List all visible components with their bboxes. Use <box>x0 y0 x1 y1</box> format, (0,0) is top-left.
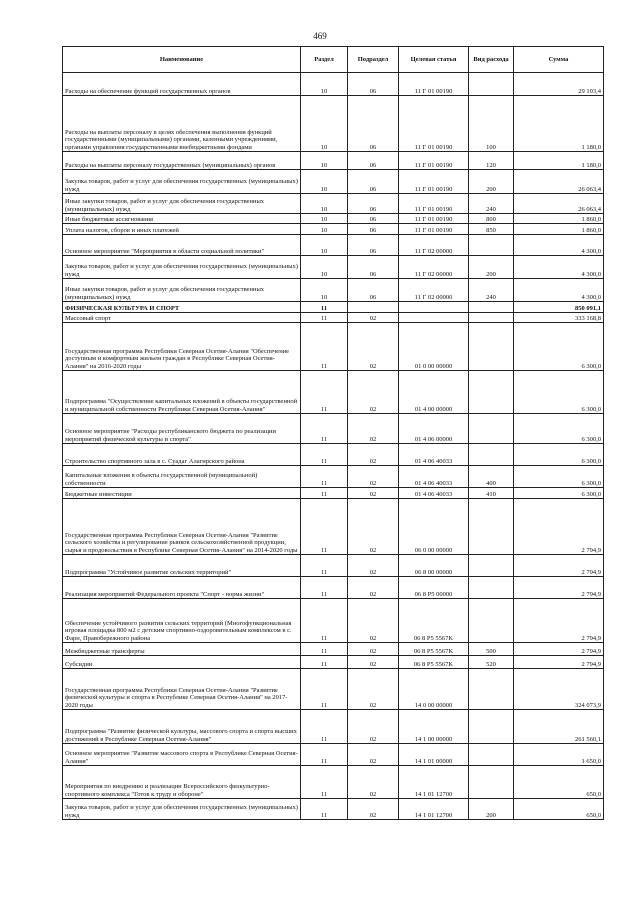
row-sum: 6 300,0 <box>514 371 604 414</box>
row-name: Уплата налогов, сборов и иных платежей <box>63 224 301 235</box>
table-row <box>63 235 604 256</box>
row-section: 11 <box>301 669 348 710</box>
row-section: 10 <box>301 73 348 96</box>
row-name: Подпрограмма "Устойчивое развитие сельских территорий" <box>63 555 301 577</box>
row-name: Строительство спортивного зала в с. Суадаг Алагирского района <box>63 444 301 466</box>
table-row <box>63 643 604 656</box>
row-type <box>469 323 514 371</box>
table-row <box>63 96 604 152</box>
row-section: 11 <box>301 302 348 313</box>
row-type: 520 <box>469 656 514 669</box>
table-row <box>63 302 604 313</box>
row-sum: 1 180,0 <box>514 152 604 170</box>
row-section: 10 <box>301 256 348 279</box>
row-sum: 2 794,9 <box>514 643 604 656</box>
table-row <box>63 599 604 643</box>
row-target: 01 0 00 00000 <box>399 323 469 371</box>
row-subsection: 06 <box>348 152 399 170</box>
row-type <box>469 555 514 577</box>
row-subsection: 06 <box>348 256 399 279</box>
row-sum: 333 168,8 <box>514 313 604 323</box>
row-name: Реализация мероприятий Федерального проекта "Спорт - норма жизни" <box>63 577 301 599</box>
row-subsection: 02 <box>348 555 399 577</box>
row-name: Бюджетные инвестиции <box>63 488 301 499</box>
row-subsection: 02 <box>348 466 399 488</box>
row-name: Закупка товаров, работ и услуг для обеспечения государственных (муниципальных) нужд <box>63 799 301 820</box>
table-row <box>63 414 604 444</box>
row-section: 11 <box>301 466 348 488</box>
header-subsection: Подраздел <box>348 47 399 73</box>
row-name: Обеспечение устойчивого развития сельских территорий (Многофункциональная игровая площадка 800 м2 с детским спортивно-оздоровительным комплексом в с. Фарн, Правобережного района <box>63 599 301 643</box>
row-type: 200 <box>469 256 514 279</box>
row-section: 11 <box>301 499 348 555</box>
row-type: 850 <box>469 224 514 235</box>
row-type <box>469 371 514 414</box>
table-row <box>63 466 604 488</box>
row-subsection: 02 <box>348 323 399 371</box>
row-sum: 4 300,0 <box>514 256 604 279</box>
row-sum: 324 073,9 <box>514 669 604 710</box>
row-name: Государственная программа Республики Северная Осетия-Алания "Развитие сельского хозяйства и регулирование рынков сельскохозяйственной продукции, сырья и продовольствия в Республике Северная Осетия-Алания" на 2014-2020 годы <box>63 499 301 555</box>
row-sum: 4 300,0 <box>514 279 604 302</box>
row-type <box>469 710 514 744</box>
row-subsection: 06 <box>348 194 399 214</box>
row-name: Подпрограмма "Осуществление капитальных вложений в объекты государственной и муниципальной собственности Республики Северная Осетия-Алания" <box>63 371 301 414</box>
row-target: 11 Г 02 00000 <box>399 235 469 256</box>
row-section: 11 <box>301 799 348 820</box>
table-row <box>63 214 604 224</box>
row-section: 11 <box>301 599 348 643</box>
row-target: 06 8 P5 00000 <box>399 577 469 599</box>
row-sum: 1 180,0 <box>514 96 604 152</box>
row-target: 06 8 00 00000 <box>399 555 469 577</box>
header-section: Раздел <box>301 47 348 73</box>
row-sum: 29 103,4 <box>514 73 604 96</box>
table-row <box>63 799 604 820</box>
row-name: Межбюджетные трансферты <box>63 643 301 656</box>
row-type <box>469 444 514 466</box>
row-type <box>469 302 514 313</box>
row-subsection: 02 <box>348 577 399 599</box>
row-type <box>469 577 514 599</box>
row-target: 14 1 00 00000 <box>399 710 469 744</box>
row-subsection: 02 <box>348 710 399 744</box>
table-header-row <box>63 47 604 73</box>
row-sum: 2 794,9 <box>514 555 604 577</box>
row-section: 10 <box>301 170 348 194</box>
row-section: 10 <box>301 279 348 302</box>
row-sum: 1 860,0 <box>514 214 604 224</box>
header-sum: Сумма <box>514 47 604 73</box>
row-target: 14 0 00 00000 <box>399 669 469 710</box>
row-target: 01 4 06 40033 <box>399 466 469 488</box>
row-sum: 261 560,1 <box>514 710 604 744</box>
row-type: 240 <box>469 194 514 214</box>
row-target: 11 Г 01 00190 <box>399 170 469 194</box>
row-subsection: 02 <box>348 599 399 643</box>
row-target: 01 4 00 00000 <box>399 371 469 414</box>
row-name: Мероприятия по внедрению и реализации Всероссийского физкультурно-спортивного комплекса "Готов к труду и обороне" <box>63 766 301 799</box>
row-subsection: 02 <box>348 488 399 499</box>
row-sum: 6 300,0 <box>514 323 604 371</box>
row-sum: 1 860,0 <box>514 224 604 235</box>
row-subsection: 02 <box>348 371 399 414</box>
row-section: 10 <box>301 152 348 170</box>
table-row <box>63 371 604 414</box>
row-target: 06 8 P5 5567K <box>399 599 469 643</box>
row-name: Иные закупки товаров, работ и услуг для обеспечения государственных (муниципальных) нужд <box>63 279 301 302</box>
row-subsection: 02 <box>348 643 399 656</box>
row-target: 11 Г 01 00190 <box>399 214 469 224</box>
row-sum: 2 794,9 <box>514 499 604 555</box>
row-name: Расходы на выплаты персоналу государственных (муниципальных) органов <box>63 152 301 170</box>
table-row <box>63 710 604 744</box>
row-target: 01 4 06 00000 <box>399 414 469 444</box>
row-type: 200 <box>469 799 514 820</box>
row-section: 10 <box>301 214 348 224</box>
table-row <box>63 577 604 599</box>
row-target: 14 1 01 12700 <box>399 766 469 799</box>
row-section: 11 <box>301 555 348 577</box>
row-target: 11 Г 01 00190 <box>399 73 469 96</box>
row-name: Иные закупки товаров, работ и услуг для обеспечения государственных (муниципальных) нужд <box>63 194 301 214</box>
row-name: Расходы на выплаты персоналу в целях обеспечения выполнения функций государственными (муниципальными) органами, казенными учреждениями, органами управления государственными внебюджетными фондами <box>63 96 301 152</box>
row-target: 11 Г 02 00000 <box>399 256 469 279</box>
row-subsection: 02 <box>348 656 399 669</box>
header-name: Наименование <box>63 47 301 73</box>
row-type: 100 <box>469 96 514 152</box>
row-name: Государственная программа Республики Северная Осетия-Алания "Развитие физической культуры и спорта в Республике Северная Осетия-Алания" на 2017-2020 годы <box>63 669 301 710</box>
row-type <box>469 744 514 766</box>
row-name: Массовый спорт <box>63 313 301 323</box>
row-target: 11 Г 01 00190 <box>399 224 469 235</box>
row-subsection: 02 <box>348 744 399 766</box>
row-name: Подпрограмма "Развитие физической культуры, массового спорта и спорта высших достижений в Республике Северная Осетия-Алания" <box>63 710 301 744</box>
table-row <box>63 744 604 766</box>
row-type <box>469 669 514 710</box>
row-sum: 26 063,4 <box>514 194 604 214</box>
row-section: 11 <box>301 488 348 499</box>
row-name: Субсидии <box>63 656 301 669</box>
row-subsection: 02 <box>348 766 399 799</box>
table-row <box>63 279 604 302</box>
row-sum: 1 650,0 <box>514 744 604 766</box>
table-row <box>63 669 604 710</box>
row-sum: 6 300,0 <box>514 466 604 488</box>
row-type: 400 <box>469 466 514 488</box>
table-row <box>63 499 604 555</box>
row-target: 14 1 01 00000 <box>399 744 469 766</box>
row-subsection: 06 <box>348 96 399 152</box>
row-name: Закупка товаров, работ и услуг для обеспечения государственных (муниципальных) нужд <box>63 170 301 194</box>
table-row <box>63 152 604 170</box>
row-section: 10 <box>301 235 348 256</box>
row-sum: 6 300,0 <box>514 488 604 499</box>
row-target: 01 4 06 40033 <box>399 444 469 466</box>
row-subsection: 06 <box>348 170 399 194</box>
row-sum: 650,0 <box>514 799 604 820</box>
row-subsection: 02 <box>348 414 399 444</box>
row-sum: 2 794,9 <box>514 656 604 669</box>
row-type <box>469 599 514 643</box>
row-section: 11 <box>301 744 348 766</box>
row-section: 11 <box>301 414 348 444</box>
table-row <box>63 256 604 279</box>
row-sum: 26 063,4 <box>514 170 604 194</box>
row-type <box>469 235 514 256</box>
row-type <box>469 313 514 323</box>
table-row <box>63 488 604 499</box>
table-row <box>63 194 604 214</box>
row-section: 11 <box>301 444 348 466</box>
row-name: ФИЗИЧЕСКАЯ КУЛЬТУРА И СПОРТ <box>63 302 301 313</box>
row-type <box>469 766 514 799</box>
table-body <box>63 73 604 820</box>
row-target: 01 4 06 40033 <box>399 488 469 499</box>
row-target: 06 8 P5 5567K <box>399 656 469 669</box>
row-target: 14 1 01 12700 <box>399 799 469 820</box>
row-section: 10 <box>301 224 348 235</box>
row-sum: 2 794,9 <box>514 599 604 643</box>
row-type <box>469 73 514 96</box>
row-name: Основное мероприятие "Расходы республиканского бюджета по реализации мероприятий физической культуры и спорта" <box>63 414 301 444</box>
row-section: 11 <box>301 371 348 414</box>
row-type: 410 <box>469 488 514 499</box>
row-subsection: 02 <box>348 444 399 466</box>
table-row <box>63 73 604 96</box>
row-name: Капитальные вложения в объекты государственной (муниципальной) собственности <box>63 466 301 488</box>
table-row <box>63 444 604 466</box>
row-target: 06 8 P5 5567K <box>399 643 469 656</box>
row-type: 240 <box>469 279 514 302</box>
row-section: 11 <box>301 323 348 371</box>
row-section: 11 <box>301 643 348 656</box>
row-sum: 850 091,1 <box>514 302 604 313</box>
row-type: 500 <box>469 643 514 656</box>
row-section: 11 <box>301 313 348 323</box>
row-name: Государственная программа Республики Северная Осетия-Алания "Обеспечение доступным и комфортным жильем граждан в Республике Северная Осетия-Алания" на 2016-2020 годы <box>63 323 301 371</box>
row-section: 10 <box>301 194 348 214</box>
row-name: Иные бюджетные ассигнования <box>63 214 301 224</box>
row-subsection: 06 <box>348 279 399 302</box>
row-subsection: 06 <box>348 224 399 235</box>
row-section: 11 <box>301 656 348 669</box>
row-target <box>399 302 469 313</box>
row-target: 11 Г 02 00000 <box>399 279 469 302</box>
row-section: 10 <box>301 96 348 152</box>
header-type: Вид расхода <box>469 47 514 73</box>
row-sum: 650,0 <box>514 766 604 799</box>
row-type <box>469 499 514 555</box>
row-section: 11 <box>301 710 348 744</box>
table-row <box>63 656 604 669</box>
row-type: 800 <box>469 214 514 224</box>
row-sum: 6 300,0 <box>514 444 604 466</box>
page-number: 469 <box>313 31 327 41</box>
row-subsection <box>348 302 399 313</box>
row-subsection: 06 <box>348 214 399 224</box>
row-subsection: 02 <box>348 313 399 323</box>
row-subsection: 06 <box>348 235 399 256</box>
row-target <box>399 313 469 323</box>
table-row <box>63 555 604 577</box>
table-row <box>63 170 604 194</box>
table-row <box>63 323 604 371</box>
row-subsection: 02 <box>348 799 399 820</box>
row-section: 11 <box>301 577 348 599</box>
row-target: 06 0 00 00000 <box>399 499 469 555</box>
row-name: Расходы на обеспечение функций государственных органов <box>63 73 301 96</box>
row-target: 11 Г 01 00190 <box>399 194 469 214</box>
budget-table <box>62 46 604 820</box>
row-name: Закупка товаров, работ и услуг для обеспечения государственных (муниципальных) нужд <box>63 256 301 279</box>
row-subsection: 02 <box>348 669 399 710</box>
table-row <box>63 766 604 799</box>
row-type <box>469 414 514 444</box>
row-subsection: 02 <box>348 499 399 555</box>
row-name: Основное мероприятие "Развитие массового спорта в Республике Северная Осетия-Алания" <box>63 744 301 766</box>
table-row <box>63 313 604 323</box>
row-type: 200 <box>469 170 514 194</box>
row-target: 11 Г 01 00190 <box>399 152 469 170</box>
row-sum: 6 300,0 <box>514 414 604 444</box>
row-type: 120 <box>469 152 514 170</box>
row-name: Основное мероприятие "Мероприятия в области социальной политики" <box>63 235 301 256</box>
table-row <box>63 224 604 235</box>
row-subsection: 06 <box>348 73 399 96</box>
row-section: 11 <box>301 766 348 799</box>
row-target: 11 Г 01 00190 <box>399 96 469 152</box>
header-target: Целевая статья <box>399 47 469 73</box>
row-sum: 4 300,0 <box>514 235 604 256</box>
row-sum: 2 794,9 <box>514 577 604 599</box>
